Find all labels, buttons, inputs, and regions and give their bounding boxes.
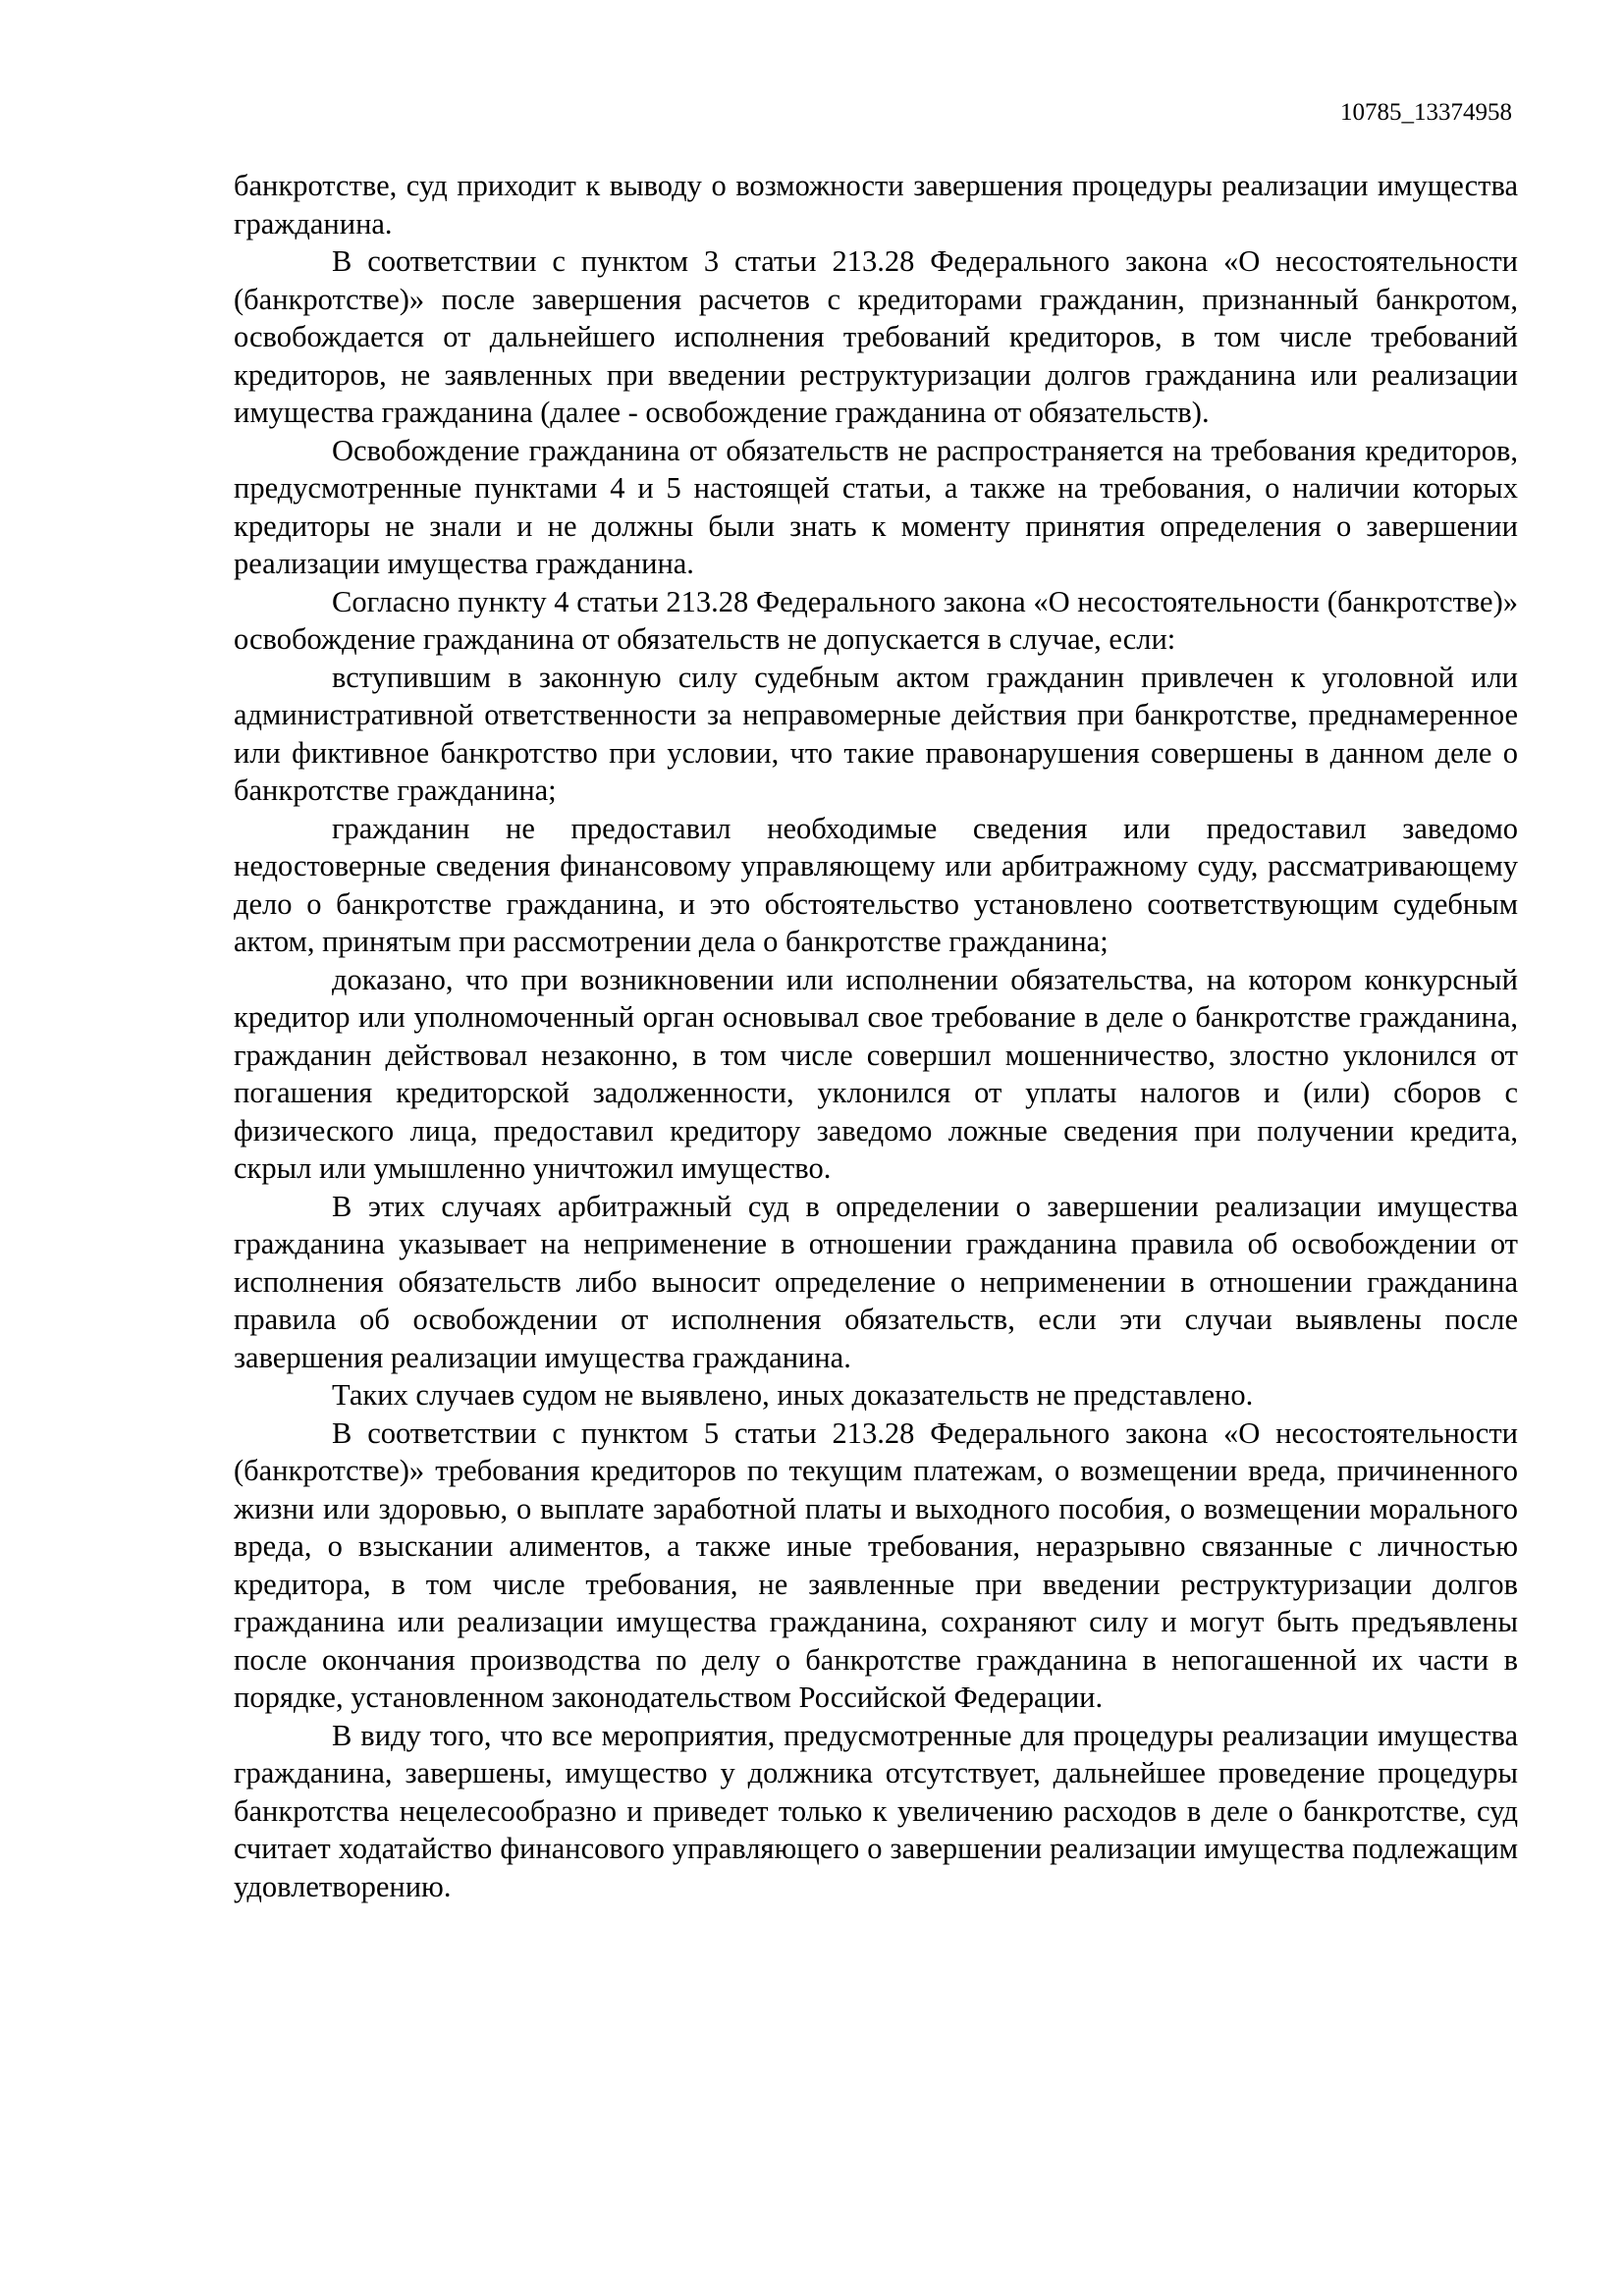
paragraph-2: В соответствии с пунктом 3 статьи 213.28 Федерального закона «О несостоятельности (банкротстве)» после завершения расчетов с кредиторами гражданин, признанный банкротом, освобождается от дальнейшего исполнения требований кредиторов, в том числе требований кредиторов, не заявленных при введении реструктуризации долгов гражданина или реализации имущества гражданина (далее - освобождение гражданина от обязательств).	[234, 244, 1518, 429]
paragraph-11: В виду того, что все мероприятия, предусмотренные для процедуры реализации имущества гражданина, завершены, имущество у должника отсутствует, дальнейшее проведение процедуры банкротства нецелесообразно и приведет только к увеличению расходов в деле о банкротстве, суд считает ходатайство финансового управляющего о завершении реализации имущества подлежащим удовлетворению.	[234, 1718, 1518, 1903]
paragraph-9: Таких случаев судом не выявлено, иных доказательств не представлено.	[332, 1378, 1254, 1412]
paragraph-7: доказано, что при возникновении или исполнении обязательства, на котором конкурсный кредитор или уполномоченный орган основывал свое требование в деле о банкротстве гражданина, гражданин действовал незаконно, в том числе совершил мошенничество, злостно уклонился от погашения кредиторской задолженности, уклонился от уплаты налогов и (или) сборов с физического лица, предоставил кредитору заведомо ложные сведения при получении кредита, скрыл или умышленно уничтожил имущество.	[234, 962, 1518, 1185]
document-body	[234, 167, 1518, 1905]
paragraph-8: В этих случаях арбитражный суд в определении о завершении реализации имущества гражданина указывает на неприменение в отношении гражданина правила об освобождении от исполнения обязательств либо выносит определение о неприменении в отношении гражданина правила об освобождении от исполнения обязательств, если эти случаи выявлены после завершения реализации имущества гражданина.	[234, 1189, 1518, 1374]
paragraph-10: В соответствии с пунктом 5 статьи 213.28 Федерального закона «О несостоятельности (банкротстве)» требования кредиторов по текущим платежам, о возмещении вреда, причиненного жизни или здоровью, о выплате заработной платы и выходного пособия, о возмещении морального вреда, о взыскании алиментов, а также иные требования, неразрывно связанные с личностью кредитора, в том числе требования, не заявленные при введении реструктуризации долгов гражданина или реализации имущества гражданина, сохраняют силу и могут быть предъявлены после окончания производства по делу о банкротстве гражданина в непогашенной их части в порядке, установленном законодательством Российской Федерации.	[234, 1415, 1518, 1714]
paragraph-6: гражданин не предоставил необходимые сведения или предоставил заведомо недостоверные сведения финансовому управляющему или арбитражному суду, рассматривающему дело о банкротстве гражданина, и это обстоятельство установлено соответствующим судебным актом, принятым при рассмотрении дела о банкротстве гражданина;	[234, 811, 1518, 958]
document-id: 10785_13374958	[1340, 99, 1512, 126]
paragraph-4: Согласно пункту 4 статьи 213.28 Федерального закона «О несостоятельности (банкротстве)» освобождение гражданина от обязательств не допускается в случае, если:	[234, 584, 1518, 656]
paragraph-5: вступившим в законную силу судебным актом гражданин привлечен к уголовной или административной ответственности за неправомерные действия при банкротстве, преднамеренное или фиктивное банкротство при условии, что такие правонарушения совершены в данном деле о банкротстве гражданина;	[234, 660, 1518, 807]
paragraph-3: Освобождение гражданина от обязательств не распространяется на требования кредиторов, предусмотренные пунктами 4 и 5 настоящей статьи, а также на требования, о наличии которых кредиторы не знали и не должны были знать к моменту принятия определения о завершении реализации имущества гражданина.	[234, 433, 1518, 580]
paragraph-1: банкротстве, суд приходит к выводу о возможности завершения процедуры реализации имущества гражданина.	[234, 169, 1518, 240]
